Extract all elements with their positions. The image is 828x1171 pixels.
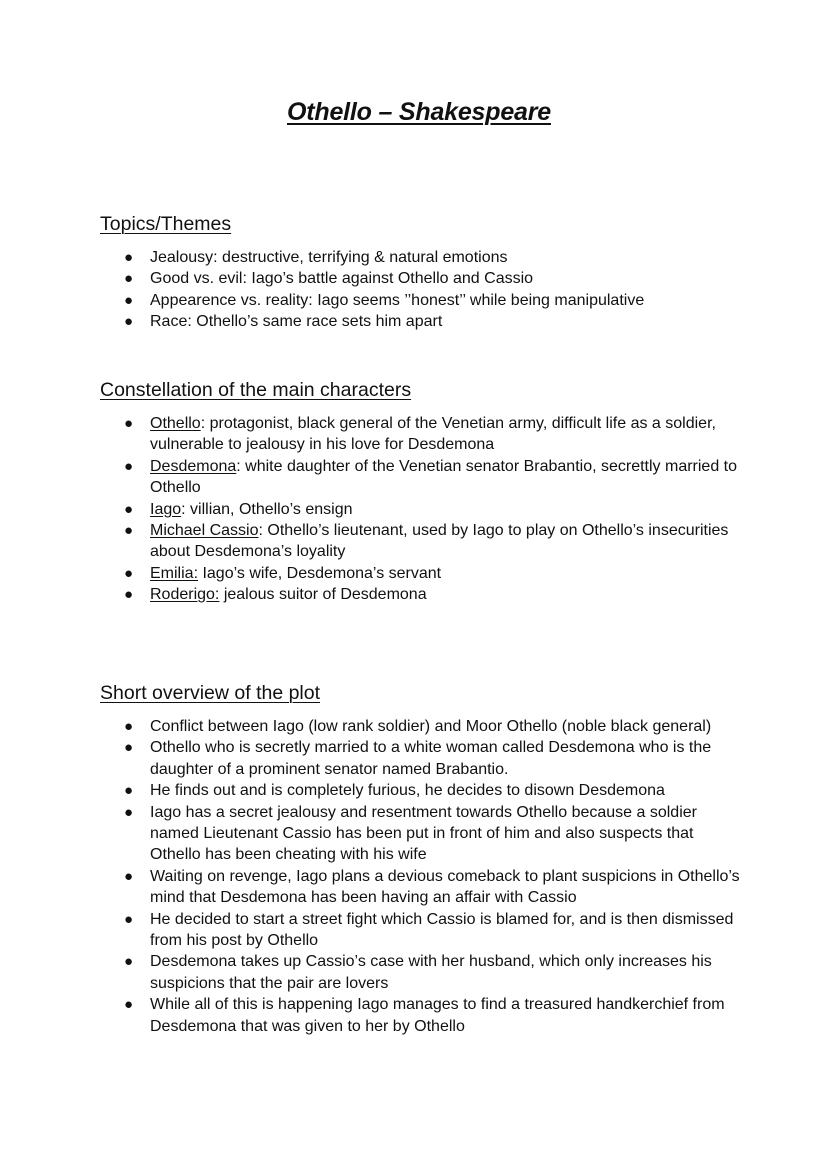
plot-list xyxy=(100,716,740,1037)
list-item xyxy=(100,499,740,520)
bullet-icon: ● xyxy=(124,739,134,757)
list-item: ● Appearence vs. reality: Iago seems ’’honest’’ while being manipulative xyxy=(100,290,740,311)
bullet-icon: ● xyxy=(124,313,134,331)
topics-heading: Topics/Themes xyxy=(100,213,232,235)
character-name: Roderigo: xyxy=(150,586,220,604)
bullet-icon: ● xyxy=(124,415,134,432)
characters-heading: Constellation of the main characters xyxy=(100,379,412,401)
list-item: ● While all of this is happening Iago manages to find a treasured handkerchief from Desdemona that was given to her by Othello xyxy=(124,996,725,1035)
list-item: ● Good vs. evil: Iago’s battle against Othello and Cassio xyxy=(100,268,740,289)
list-item: ● He finds out and is completely furious, he decides to disown Desdemona xyxy=(100,780,740,801)
bullet-icon: ● xyxy=(124,718,134,735)
list-item: ● Desdemona takes up Cassio’s case with her husband, which only increases his suspicions that the pair are lovers xyxy=(124,953,712,992)
list-item: ● He decided to start a street fight which Cassio is blamed for, and is then dismissed from his post by Othello xyxy=(124,910,734,950)
list-item: ● Iago has a secret jealousy and resentment towards Othello because a soldier named Lieutenant Cassio has been put in front of him and also suspects that Othello has been cheating with his wife xyxy=(124,803,697,864)
bullet-icon: ● xyxy=(124,586,134,604)
bullet-icon: ● xyxy=(124,291,134,309)
plot-section xyxy=(100,681,740,1037)
bullet-icon: ● xyxy=(124,953,134,971)
character-name: Emilia: xyxy=(150,564,199,582)
list-item xyxy=(100,563,740,584)
list-item: ● Conflict between Iago (low rank soldier) and Moor Othello (noble black general) xyxy=(100,716,740,737)
list-item: ● Waiting on revenge, Iago plans a devious comeback to plant suspicions in Othello’s mind that Desdemona has been having an affair with Cassio xyxy=(124,867,740,907)
topics-section xyxy=(100,212,740,333)
bullet-icon: ● xyxy=(124,564,134,582)
bullet-icon: ● xyxy=(124,500,134,518)
bullet-icon: ● xyxy=(124,457,134,475)
character-description: : protagonist, black general of the Venetian army, difficult life as a soldier, vulnerable to jealousy in his love for Desdemona xyxy=(150,415,716,454)
character-description: : villian, Othello’s ensign xyxy=(181,500,353,518)
bullet-icon: ● xyxy=(124,867,134,885)
plot-heading: Short overview of the plot xyxy=(100,682,321,704)
bullet-icon: ● xyxy=(124,249,134,266)
list-item xyxy=(100,520,740,563)
topics-list xyxy=(100,247,740,333)
character-description: : white daughter of the Venetian senator Brabantio, secrettly married to Othello xyxy=(150,457,738,497)
list-item xyxy=(100,456,740,499)
list-item: ● Race: Othello’s same race sets him apart xyxy=(100,311,740,332)
character-name: Michael Cassio xyxy=(150,522,259,540)
bullet-icon: ● xyxy=(124,522,134,540)
characters-section xyxy=(100,378,740,606)
document-title: Othello – Shakespeare xyxy=(287,98,551,126)
bullet-icon: ● xyxy=(124,910,134,928)
bullet-icon: ● xyxy=(124,803,134,821)
characters-list xyxy=(100,413,740,606)
character-name: Iago xyxy=(150,500,182,518)
bullet-icon: ● xyxy=(124,270,134,288)
character-description: Iago’s wife, Desdemona’s servant xyxy=(198,564,442,582)
character-name: Othello xyxy=(150,415,201,432)
list-item xyxy=(100,413,740,456)
bullet-icon: ● xyxy=(124,996,134,1014)
list-item: ● Othello who is secretly married to a white woman called Desdemona who is the daughter of a prominent senator named Brabantio. xyxy=(124,739,712,778)
bullet-icon: ● xyxy=(124,782,134,800)
character-description: : Othello’s lieutenant, used by Iago to play on Othello’s insecurities about Desdemona’s loyality xyxy=(150,522,729,561)
list-item: ● Jealousy: destructive, terrifying & natural emotions xyxy=(100,247,740,268)
character-description: jealous suitor of Desdemona xyxy=(219,586,427,604)
list-item xyxy=(100,584,740,605)
character-name: Desdemona xyxy=(150,457,237,475)
